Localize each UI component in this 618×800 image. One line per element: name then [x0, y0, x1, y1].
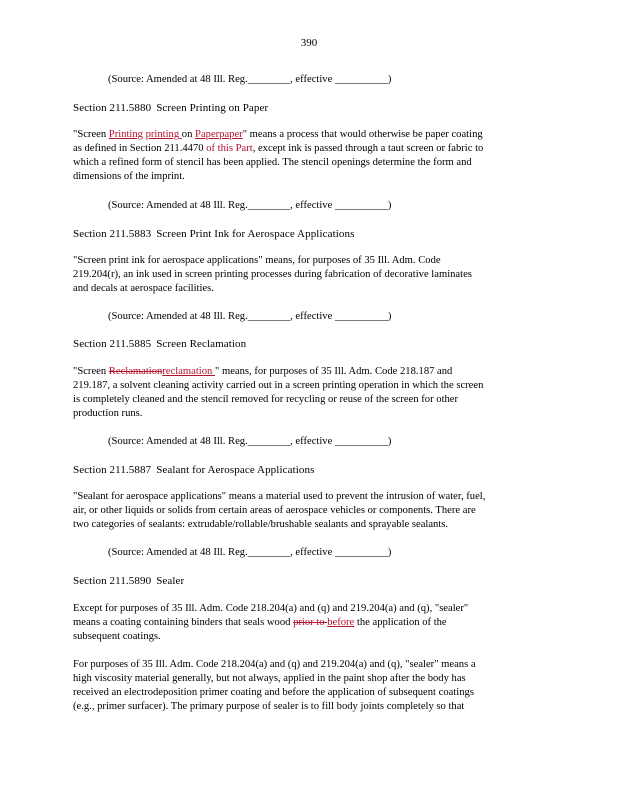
- paragraph-line: which a refined form of stencil has been applied. The stencil openings determine the form and: [73, 157, 472, 168]
- paragraph-line: 219.204(r), an ink used in screen printing processes during fabrication of decorative laminates: [73, 269, 472, 280]
- paragraph-line: is completely cleaned and the stencil removed for recycling or reuse of the screen for other: [73, 394, 459, 405]
- paragraph-line: production runs.: [73, 408, 143, 419]
- source-note: (Source: Amended at 48 Ill. Reg.________, effective __________): [108, 74, 392, 85]
- paragraph-line: "Sealant for aerospace applications" means a material used to prevent the intrusion of water, fuel,: [73, 491, 486, 502]
- paragraph-line: "Screen Printing printing on Paperpaper" means a process that would otherwise be paper coating: [73, 129, 483, 140]
- paragraph-line: and decals at aerospace facilities.: [73, 283, 214, 294]
- paragraph-line: "Screen print ink for aerospace applications" means, for purposes of 35 Ill. Adm. Code: [73, 255, 441, 266]
- page-number: 390: [300, 37, 318, 49]
- paragraph-line: 219.187, a solvent cleaning activity carried out in a screen printing operation in which the screen: [73, 380, 484, 391]
- source-note: (Source: Amended at 48 Ill. Reg.________, effective __________): [108, 547, 392, 558]
- paragraph-line: dimensions of the imprint.: [73, 171, 185, 182]
- paragraph-line: two categories of sealants: extrudable/rollable/brushable sealants and sprayable sealants.: [73, 519, 449, 530]
- paragraph-line: subsequent coatings.: [73, 631, 161, 642]
- paragraph-line: high viscosity material generally, but not always, applied in the paint shop after the body has: [73, 673, 466, 684]
- section-heading-5880: Section 211.5880 Screen Printing on Paper: [73, 102, 269, 114]
- paragraph-line: "Screen Reclamationreclamation " means, for purposes of 35 Ill. Adm. Code 218.187 and: [73, 366, 453, 377]
- paragraph-line: received an electrodeposition primer coating and before the application of subsequent coatings: [73, 687, 474, 698]
- paragraph-line: as defined in Section 211.4470 of this Part, except ink is passed through a taut screen or fabric to: [73, 143, 484, 154]
- source-note: (Source: Amended at 48 Ill. Reg.________, effective __________): [108, 200, 392, 211]
- source-note: (Source: Amended at 48 Ill. Reg.________, effective __________): [108, 311, 392, 322]
- section-heading-5883: Section 211.5883 Screen Print Ink for Aerospace Applications: [73, 228, 355, 240]
- paragraph-line: For purposes of 35 Ill. Adm. Code 218.204(a) and (q) and 219.204(a) and (q), "sealer" means a: [73, 659, 476, 670]
- source-note: (Source: Amended at 48 Ill. Reg.________, effective __________): [108, 436, 392, 447]
- section-heading-5885: Section 211.5885 Screen Reclamation: [73, 338, 247, 350]
- paragraph-line: (e.g., primer surfacer). The primary purpose of sealer is to fill body joints completely so that: [73, 701, 465, 712]
- section-heading-5890: Section 211.5890 Sealer: [73, 575, 185, 587]
- paragraph-line: air, or other liquids or solids from certain areas of aerospace vehicles or components. There are: [73, 505, 476, 516]
- paragraph-line: Except for purposes of 35 Ill. Adm. Code 218.204(a) and (q) and 219.204(a) and (q), "sealer": [73, 603, 469, 614]
- paragraph-line: means a coating containing binders that seals wood prior to before the application of the: [73, 617, 447, 628]
- section-heading-5887: Section 211.5887 Sealant for Aerospace Applications: [73, 464, 315, 476]
